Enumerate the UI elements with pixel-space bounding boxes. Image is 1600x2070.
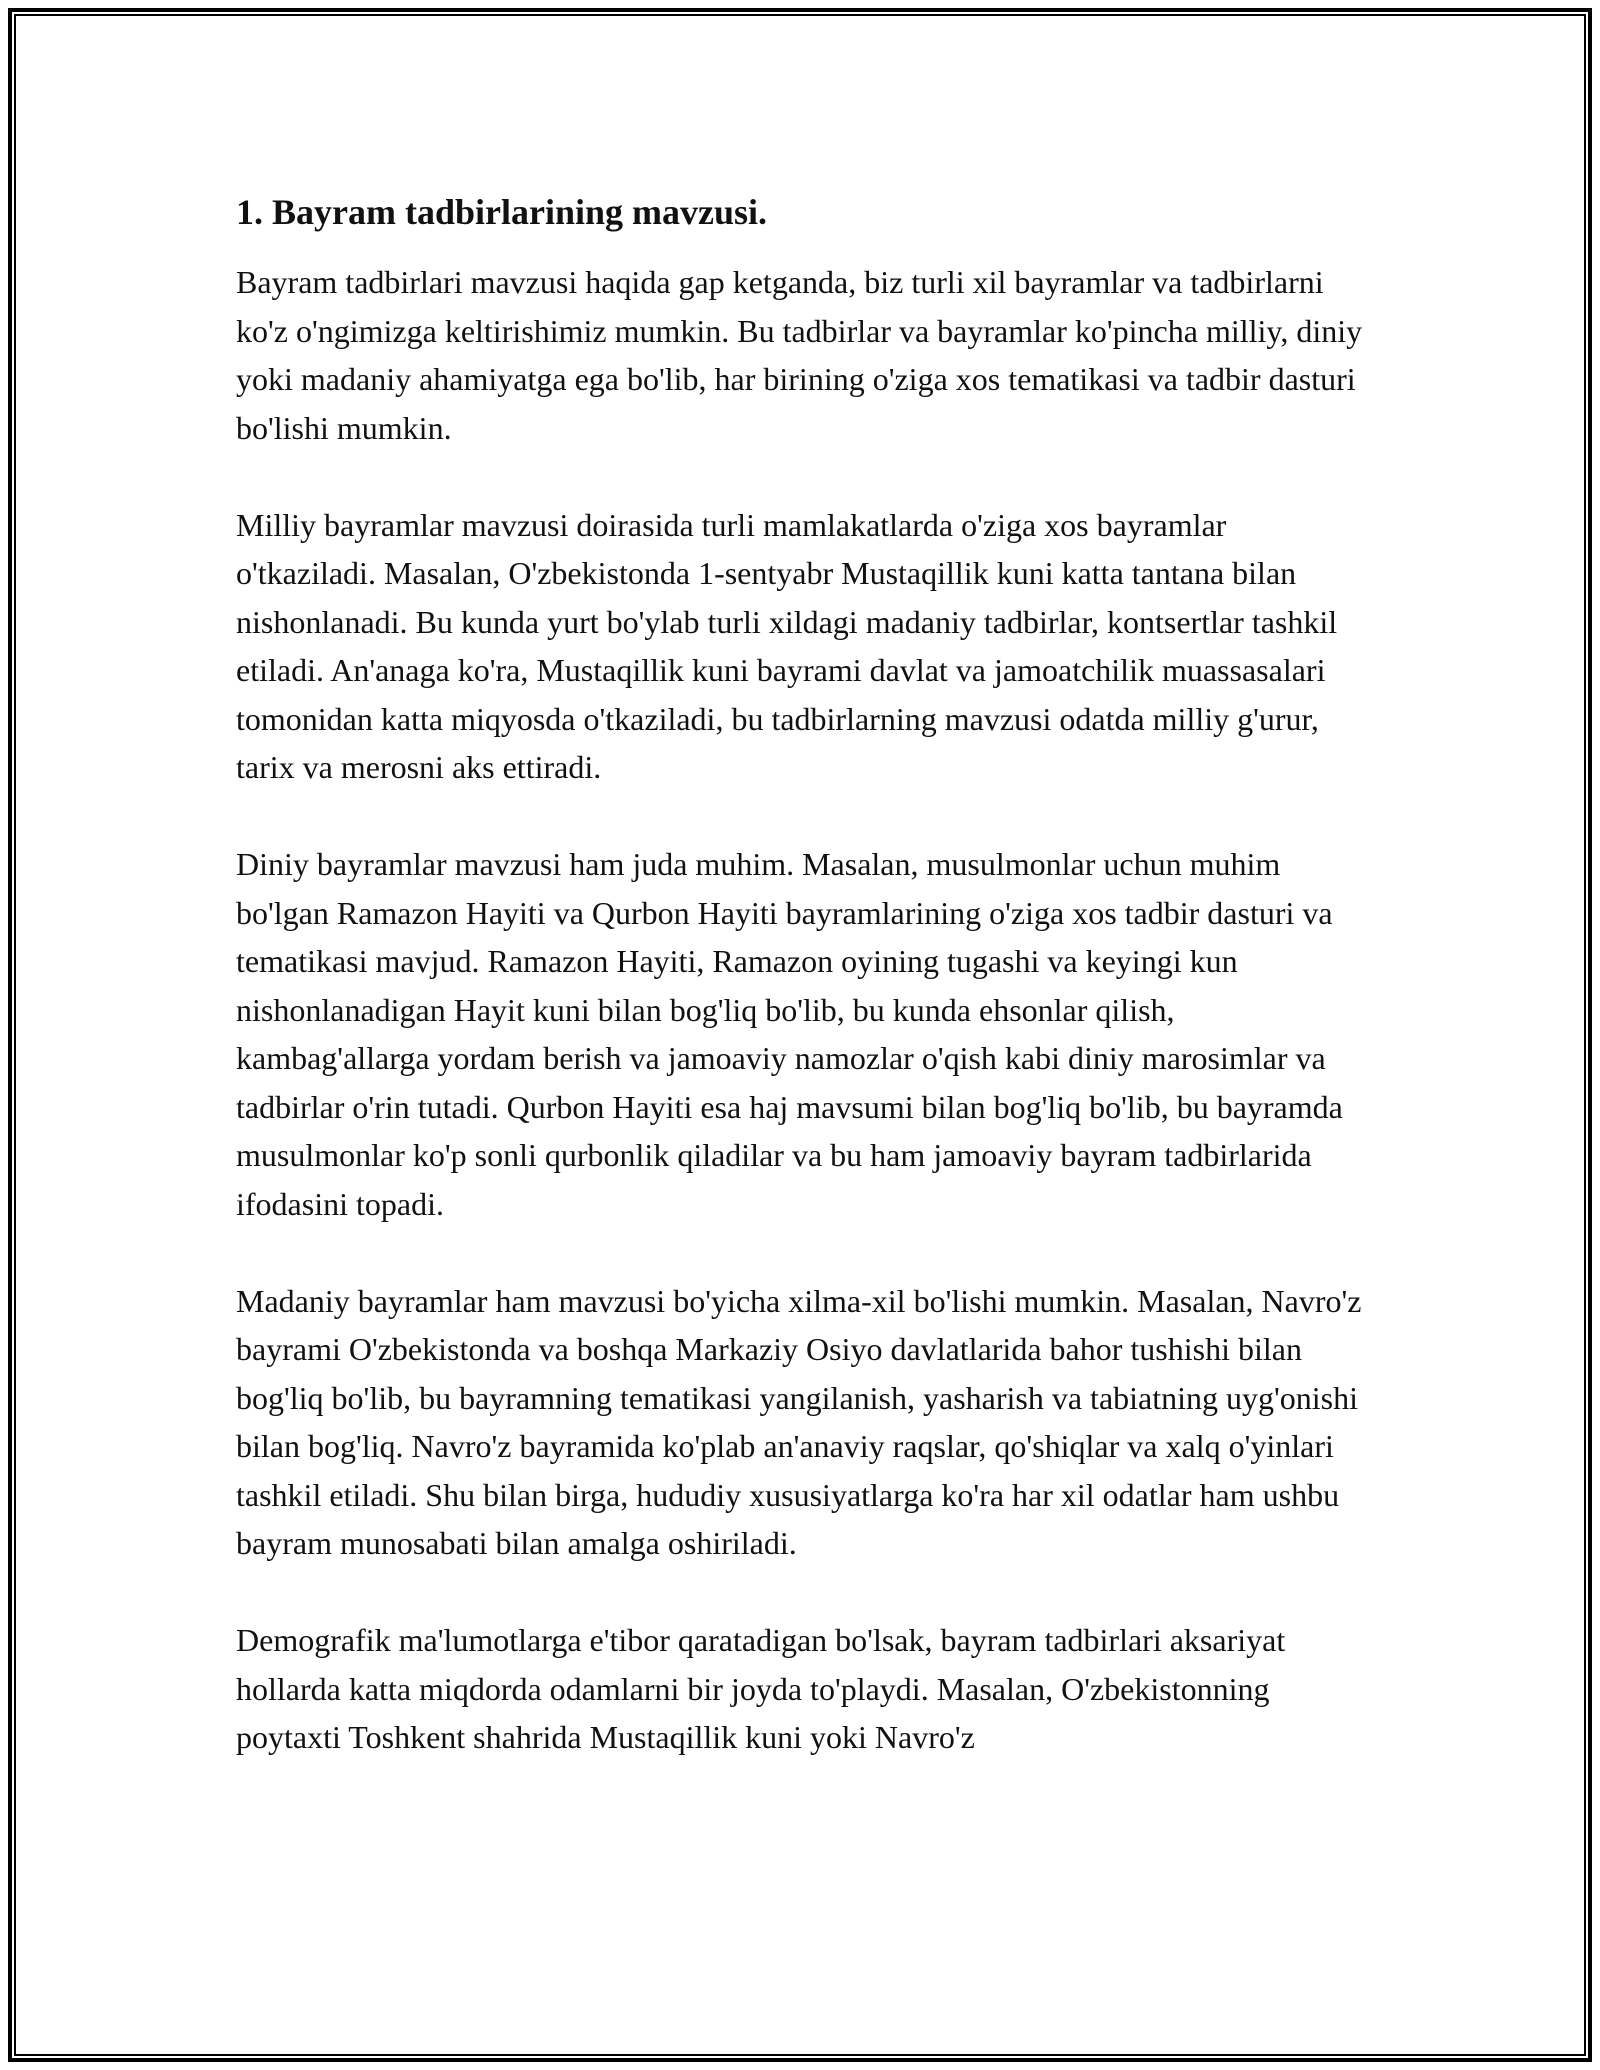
- paragraph-religious-holidays: Diniy bayramlar mavzusi ham juda muhim. Masalan, musulmonlar uchun muhim bo'lgan Ramazon Hayiti va Qurbon Hayiti bayramlarining o'ziga xos tadbir dasturi va tematikasi mavjud. Ramazon Hayiti, Ramazon oyining tugashi va keyingi kun nishonlanadigan Hayit kuni bilan bog'liq bo'lib, bu kunda ehsonlar qilish, kambag'allarga yordam berish va jamoaviy namozlar o'qish kabi diniy marosimlar va tadbirlar o'rin tutadi. Qurbon Hayiti esa haj mavsumi bilan bog'liq bo'lib, bu bayramda musulmonlar ko'p sonli qurbonlik qiladilar va bu ham jamoaviy bayram tadbirlarida ifodasini topadi.: [236, 846, 1343, 1222]
- paragraph-national-holidays: Milliy bayramlar mavzusi doirasida turli mamlakatlarda o'ziga xos bayramlar o'tkaziladi. Masalan, O'zbekistonda 1-sentyabr Mustaqillik kuni katta tantana bilan nishonlanadi. Bu kunda yurt bo'ylab turli xildagi madaniy tadbirlar, kontsertlar tashkil etiladi. An'anaga ko'ra, Mustaqillik kuni bayrami davlat va jamoatchilik muassasalari tomonidan katta miqyosda o'tkaziladi, bu tadbirlarning mavzusi odatda milliy g'urur, tarix va merosni aks ettiradi.: [236, 506, 1338, 785]
- document-body: [236, 188, 1366, 1810]
- paragraph-intro: Bayram tadbirlari mavzusi haqida gap ketganda, biz turli xil bayramlar va tadbirlarni ko'z o'ngimizga keltirishimiz mumkin. Bu tadbirlar va bayramlar ko'pincha milliy, diniy yoki madaniy ahamiyatga ega bo'lib, har birining o'ziga xos tematikasi va tadbir dasturi bo'lishi mumkin.: [236, 264, 1363, 446]
- paragraph-demographics: Demografik ma'lumotlarga e'tibor qaratadigan bo'lsak, bayram tadbirlari aksariyat hollarda katta miqdorda odamlarni bir joyda to'playdi. Masalan, O'zbekistonning poytaxti Toshkent shahrida Mustaqillik kuni yoki Navro'z: [236, 1622, 1286, 1755]
- section-heading: 1. Bayram tadbirlarining mavzusi.: [236, 192, 768, 232]
- paragraph-cultural-holidays: Madaniy bayramlar ham mavzusi bo'yicha xilma-xil bo'lishi mumkin. Masalan, Navro'z bayrami O'zbekistonda va boshqa Markaziy Osiyo davlatlarida bahor tushishi bilan bog'liq bo'lib, bu bayramning tematikasi yangilanish, yasharish va tabiatning uyg'onishi bilan bog'liq. Navro'z bayramida ko'plab an'anaviy raqslar, qo'shiqlar va xalq o'yinlari tashkil etiladi. Shu bilan birga, hududiy xususiyatlarga ko'ra har xil odatlar ham ushbu bayram munosabati bilan amalga oshiriladi.: [236, 1282, 1362, 1561]
